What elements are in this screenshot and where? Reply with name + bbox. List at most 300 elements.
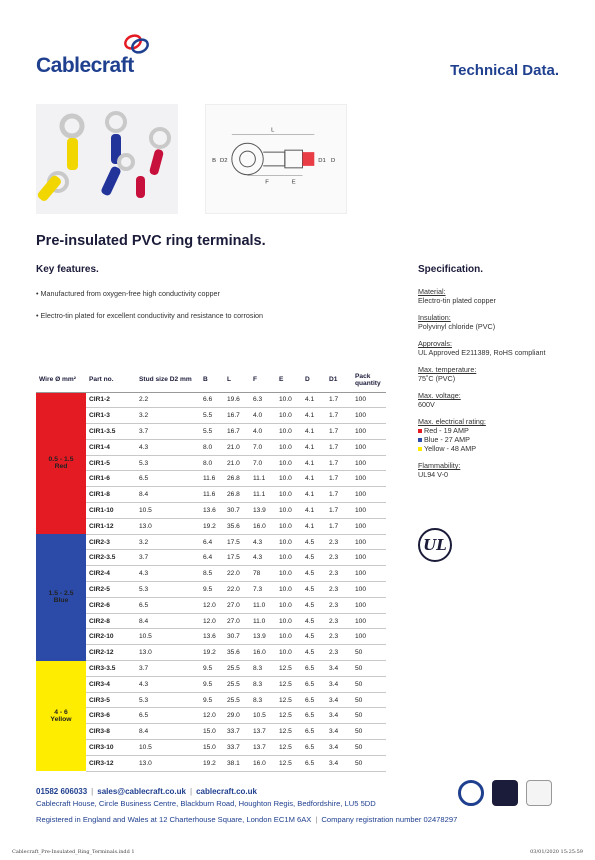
table-row xyxy=(36,582,386,598)
table-cell: 10.0 xyxy=(276,392,302,408)
wire-range-cell xyxy=(36,392,86,534)
table-row xyxy=(36,692,386,708)
table-cell: 9.5 xyxy=(200,676,224,692)
table-cell: 3.4 xyxy=(326,724,352,740)
table-cell: 100 xyxy=(352,629,386,645)
part-number-cell: CIR1-4 xyxy=(86,439,136,455)
key-feature-item: • Electro-tin plated for excellent conductivity and resistance to corrosion xyxy=(36,311,264,320)
technical-drawing xyxy=(205,104,347,214)
drawing-label-d: D xyxy=(330,157,336,164)
cablecraft-logo xyxy=(36,30,156,78)
table-cell: 4.5 xyxy=(302,629,326,645)
table-cell: 27.0 xyxy=(224,597,250,613)
spec-label: Max. temperature: xyxy=(418,365,477,374)
table-cell: 4.3 xyxy=(136,676,200,692)
table-cell: 3.2 xyxy=(136,534,200,550)
table-cell: 13.0 xyxy=(136,518,200,534)
table-cell: 100 xyxy=(352,582,386,598)
wire-range-cell xyxy=(36,534,86,660)
terminals-table xyxy=(36,368,386,772)
spec-approvals xyxy=(418,339,568,357)
table-cell: 10.0 xyxy=(276,471,302,487)
part-number-cell: CIR2-5 xyxy=(86,582,136,598)
spec-value: UL94 V-0 xyxy=(418,470,448,479)
logo-swirl-icon xyxy=(122,32,152,56)
table-cell: 100 xyxy=(352,424,386,440)
spec-max-temperature xyxy=(418,365,568,383)
table-cell: 10.0 xyxy=(276,566,302,582)
spec-label: Max. voltage: xyxy=(418,391,461,400)
table-cell: 8.5 xyxy=(200,566,224,582)
table-cell: 19.2 xyxy=(200,645,224,661)
table-row xyxy=(36,629,386,645)
table-cell: 13.7 xyxy=(250,740,276,756)
table-cell: 6.5 xyxy=(302,661,326,677)
table-cell: 1.7 xyxy=(326,518,352,534)
table-row xyxy=(36,755,386,771)
table-cell: 6.3 xyxy=(250,392,276,408)
print-slug-date: 03/01/2020 15:25:59 xyxy=(530,849,583,855)
table-cell: 6.6 xyxy=(200,392,224,408)
table-cell: 10.0 xyxy=(276,645,302,661)
table-cell: 10.0 xyxy=(276,613,302,629)
table-row xyxy=(36,597,386,613)
certification-badges xyxy=(458,780,558,808)
part-number-cell: CIR3-6 xyxy=(86,708,136,724)
table-cell: 27.0 xyxy=(224,613,250,629)
blue-square-icon xyxy=(418,438,422,442)
table-cell: 1.7 xyxy=(326,503,352,519)
key-features-list xyxy=(36,289,396,333)
table-row xyxy=(36,724,386,740)
table-cell: 1.7 xyxy=(326,439,352,455)
table-cell: 4.1 xyxy=(302,455,326,471)
table-cell: 2.3 xyxy=(326,645,352,661)
part-number-cell: CIR2-10 xyxy=(86,629,136,645)
table-cell: 12.0 xyxy=(200,708,224,724)
table-cell: 6.5 xyxy=(302,755,326,771)
col-header-d: D xyxy=(302,368,326,392)
table-cell: 4.1 xyxy=(302,392,326,408)
table-cell: 2.3 xyxy=(326,534,352,550)
table-cell: 8.0 xyxy=(200,455,224,471)
footer-phone[interactable]: 01582 606033 xyxy=(36,787,88,796)
table-row xyxy=(36,645,386,661)
specification-panel xyxy=(418,264,568,487)
table-cell: 4.5 xyxy=(302,534,326,550)
table-cell: 35.6 xyxy=(224,518,250,534)
table-cell: 29.0 xyxy=(224,708,250,724)
table-row xyxy=(36,471,386,487)
ul-certification-icon: UL xyxy=(418,528,452,562)
table-cell: 22.0 xyxy=(224,582,250,598)
table-cell: 12.5 xyxy=(276,692,302,708)
col-header-stud: Stud size D2 mm xyxy=(136,368,200,392)
table-row xyxy=(36,613,386,629)
drawing-label-l: L xyxy=(271,127,275,134)
spec-label: Max. electrical rating: xyxy=(418,417,486,426)
footer-registered: Registered in England and Wales at 12 Charterhouse Square, London EC1M 6AX xyxy=(36,815,312,824)
table-cell: 4.3 xyxy=(250,550,276,566)
table-cell: 3.4 xyxy=(326,676,352,692)
table-cell: 12.5 xyxy=(276,755,302,771)
table-cell: 12.0 xyxy=(200,613,224,629)
table-cell: 26.8 xyxy=(224,471,250,487)
table-cell: 2.3 xyxy=(326,629,352,645)
table-cell: 2.2 xyxy=(136,392,200,408)
part-number-cell: CIR1-2 xyxy=(86,392,136,408)
col-header-e: E xyxy=(276,368,302,392)
table-row xyxy=(36,708,386,724)
table-cell: 12.5 xyxy=(276,724,302,740)
table-cell: 11.1 xyxy=(250,471,276,487)
rating-text: Yellow - 48 AMP xyxy=(424,444,477,453)
table-cell: 10.0 xyxy=(276,629,302,645)
footer-registration: Registered in England and Wales at 12 Charterhouse Square, London EC1M 6AX | Company registration number 02478297 xyxy=(36,815,458,824)
table-cell: 33.7 xyxy=(224,740,250,756)
table-cell: 6.5 xyxy=(302,692,326,708)
part-number-cell: CIR2-12 xyxy=(86,645,136,661)
spec-label: Flammability: xyxy=(418,461,461,470)
product-photo xyxy=(36,104,178,214)
table-cell: 33.7 xyxy=(224,724,250,740)
table-cell: 6.5 xyxy=(302,676,326,692)
wire-range-cell xyxy=(36,661,86,772)
table-cell: 8.4 xyxy=(136,487,200,503)
table-cell: 26.8 xyxy=(224,487,250,503)
table-cell: 100 xyxy=(352,597,386,613)
table-cell: 3.4 xyxy=(326,692,352,708)
table-cell: 6.4 xyxy=(200,550,224,566)
table-cell: 30.7 xyxy=(224,503,250,519)
table-cell: 3.7 xyxy=(136,661,200,677)
table-cell: 3.2 xyxy=(136,408,200,424)
table-cell: 4.1 xyxy=(302,487,326,503)
spec-insulation xyxy=(418,313,568,331)
table-cell: 50 xyxy=(352,740,386,756)
table-cell: 3.4 xyxy=(326,708,352,724)
table-cell: 4.3 xyxy=(136,566,200,582)
rating-blue xyxy=(418,435,568,444)
table-cell: 19.2 xyxy=(200,755,224,771)
table-row xyxy=(36,661,386,677)
specification-title: Specification. xyxy=(418,264,484,275)
table-cell: 4.5 xyxy=(302,613,326,629)
table-cell: 12.5 xyxy=(276,708,302,724)
table-cell: 2.3 xyxy=(326,597,352,613)
col-header-d1: D1 xyxy=(326,368,352,392)
table-row xyxy=(36,518,386,534)
rating-yellow xyxy=(418,444,568,453)
table-cell: 78 xyxy=(250,566,276,582)
table-cell: 12.5 xyxy=(276,676,302,692)
table-cell: 19.6 xyxy=(224,392,250,408)
table-cell: 21.0 xyxy=(224,455,250,471)
table-cell: 13.7 xyxy=(250,724,276,740)
table-row xyxy=(36,550,386,566)
safe-contractor-badge-icon xyxy=(526,780,552,806)
product-title: Pre-insulated PVC ring terminals. xyxy=(36,233,266,249)
table-cell: 9.5 xyxy=(200,661,224,677)
table-cell: 100 xyxy=(352,518,386,534)
table-cell: 100 xyxy=(352,471,386,487)
table-cell: 17.5 xyxy=(224,534,250,550)
table-cell: 2.3 xyxy=(326,613,352,629)
table-cell: 35.6 xyxy=(224,645,250,661)
table-cell: 5.3 xyxy=(136,692,200,708)
part-number-cell: CIR1-5 xyxy=(86,455,136,471)
table-cell: 19.2 xyxy=(200,518,224,534)
part-number-cell: CIR3-3.5 xyxy=(86,661,136,677)
table-cell: 6.5 xyxy=(136,708,200,724)
footer-address: Cablecraft House, Circle Business Centre, Blackburn Road, Houghton Regis, Bedfordshire, LU5 5DD xyxy=(36,799,376,808)
table-cell: 25.5 xyxy=(224,692,250,708)
drawing-label-b: B xyxy=(212,157,217,164)
spec-value: 600V xyxy=(418,400,435,409)
table-cell: 10.5 xyxy=(136,740,200,756)
table-cell: 1.7 xyxy=(326,392,352,408)
table-row xyxy=(36,408,386,424)
table-cell: 4.5 xyxy=(302,582,326,598)
table-cell: 8.4 xyxy=(136,613,200,629)
table-cell: 6.5 xyxy=(302,740,326,756)
table-cell: 3.4 xyxy=(326,740,352,756)
table-cell: 10.0 xyxy=(276,408,302,424)
table-cell: 50 xyxy=(352,645,386,661)
wire-range: 0.5 - 1.5 xyxy=(48,456,74,464)
table-cell: 10.5 xyxy=(250,708,276,724)
table-cell: 10.0 xyxy=(276,550,302,566)
part-number-cell: CIR2-3 xyxy=(86,534,136,550)
table-cell: 4.1 xyxy=(302,408,326,424)
table-cell: 100 xyxy=(352,455,386,471)
table-cell: 15.0 xyxy=(200,724,224,740)
col-header-f: F xyxy=(250,368,276,392)
part-number-cell: CIR1-12 xyxy=(86,518,136,534)
rating-text: Blue - 27 AMP xyxy=(424,435,470,444)
spec-material xyxy=(418,287,568,305)
wire-color-name: Red xyxy=(54,463,68,471)
red-square-icon xyxy=(418,429,422,433)
table-cell: 4.1 xyxy=(302,518,326,534)
table-row xyxy=(36,676,386,692)
spec-label: Material: xyxy=(418,287,446,296)
table-cell: 17.5 xyxy=(224,550,250,566)
table-cell: 11.6 xyxy=(200,487,224,503)
part-number-cell: CIR3-10 xyxy=(86,740,136,756)
table-cell: 4.1 xyxy=(302,503,326,519)
table-cell: 1.7 xyxy=(326,471,352,487)
table-cell: 50 xyxy=(352,755,386,771)
spec-label: Approvals: xyxy=(418,339,452,348)
table-cell: 100 xyxy=(352,487,386,503)
yellow-square-icon xyxy=(418,447,422,451)
drawing-label-f: F xyxy=(265,179,269,186)
table-cell: 10.0 xyxy=(276,534,302,550)
table-cell: 10.0 xyxy=(276,597,302,613)
part-number-cell: CIR2-3.5 xyxy=(86,550,136,566)
table-cell: 10.0 xyxy=(276,487,302,503)
table-cell: 100 xyxy=(352,439,386,455)
table-cell: 13.0 xyxy=(136,755,200,771)
table-row xyxy=(36,424,386,440)
table-cell: 4.0 xyxy=(250,408,276,424)
table-cell: 1.7 xyxy=(326,455,352,471)
table-cell: 3.4 xyxy=(326,755,352,771)
table-cell: 10.0 xyxy=(276,424,302,440)
table-cell: 50 xyxy=(352,676,386,692)
table-cell: 100 xyxy=(352,566,386,582)
logo-text: Cablecraft xyxy=(36,54,134,77)
col-header-b: B xyxy=(200,368,224,392)
table-cell: 10.0 xyxy=(276,455,302,471)
table-cell: 5.3 xyxy=(136,455,200,471)
spec-max-voltage xyxy=(418,391,568,409)
table-cell: 7.0 xyxy=(250,439,276,455)
part-number-cell: CIR3-4 xyxy=(86,676,136,692)
table-cell: 9.5 xyxy=(200,582,224,598)
table-cell: 8.3 xyxy=(250,692,276,708)
table-row xyxy=(36,455,386,471)
table-cell: 13.0 xyxy=(136,645,200,661)
wire-range: 4 - 6 xyxy=(54,708,68,716)
table-row xyxy=(36,503,386,519)
table-cell: 11.1 xyxy=(250,487,276,503)
table-row xyxy=(36,487,386,503)
footer-website-link[interactable]: cablecraft.co.uk xyxy=(196,787,257,796)
table-cell: 100 xyxy=(352,392,386,408)
table-cell: 9.5 xyxy=(200,692,224,708)
part-number-cell: CIR3-5 xyxy=(86,692,136,708)
spec-flammability xyxy=(418,461,568,479)
spec-max-rating xyxy=(418,417,568,453)
table-row xyxy=(36,439,386,455)
table-cell: 12.5 xyxy=(276,740,302,756)
page-header-title: Technical Data. xyxy=(450,62,559,79)
table-cell: 4.5 xyxy=(302,597,326,613)
table-cell: 6.5 xyxy=(136,597,200,613)
table-cell: 10.0 xyxy=(276,439,302,455)
table-cell: 1.7 xyxy=(326,424,352,440)
table-cell: 4.5 xyxy=(302,645,326,661)
table-cell: 50 xyxy=(352,724,386,740)
spec-value: Polyvinyl chloride (PVC) xyxy=(418,322,496,331)
table-cell: 25.5 xyxy=(224,676,250,692)
part-number-cell: CIR1-3.5 xyxy=(86,424,136,440)
table-cell: 22.0 xyxy=(224,566,250,582)
iso-badge-icon xyxy=(458,780,484,806)
key-feature-item: • Manufactured from oxygen-free high conductivity copper xyxy=(36,289,220,298)
spec-value: Electro-tin plated copper xyxy=(418,296,496,305)
table-cell: 6.5 xyxy=(302,724,326,740)
wire-color-name: Yellow xyxy=(50,715,72,723)
footer-email-link[interactable]: sales@cablecraft.co.uk xyxy=(97,787,186,796)
table-cell: 1.7 xyxy=(326,487,352,503)
table-cell: 6.4 xyxy=(200,534,224,550)
part-number-cell: CIR2-4 xyxy=(86,566,136,582)
table-cell: 30.7 xyxy=(224,629,250,645)
table-cell: 2.3 xyxy=(326,566,352,582)
table-cell: 16.0 xyxy=(250,645,276,661)
rating-text: Red - 19 AMP xyxy=(424,426,469,435)
table-cell: 4.1 xyxy=(302,439,326,455)
table-cell: 8.4 xyxy=(136,724,200,740)
table-cell: 21.0 xyxy=(224,439,250,455)
col-header-part: Part no. xyxy=(86,368,136,392)
table-cell: 7.0 xyxy=(250,455,276,471)
table-cell: 100 xyxy=(352,613,386,629)
table-cell: 12.0 xyxy=(200,597,224,613)
table-cell: 10.0 xyxy=(276,518,302,534)
table-cell: 11.6 xyxy=(200,471,224,487)
table-cell: 38.1 xyxy=(224,755,250,771)
part-number-cell: CIR3-12 xyxy=(86,755,136,771)
footer-contact: 01582 606033 | sales@cablecraft.co.uk | cablecraft.co.uk xyxy=(36,787,257,796)
table-cell: 4.1 xyxy=(302,471,326,487)
table-cell: 50 xyxy=(352,692,386,708)
footer-company-reg: Company registration number 02478297 xyxy=(321,815,458,824)
part-number-cell: CIR2-6 xyxy=(86,597,136,613)
wire-color-name: Blue xyxy=(53,597,69,605)
table-cell: 100 xyxy=(352,408,386,424)
table-cell: 16.0 xyxy=(250,755,276,771)
key-features-title: Key features. xyxy=(36,264,99,275)
table-cell: 100 xyxy=(352,550,386,566)
table-cell: 13.6 xyxy=(200,629,224,645)
table-cell: 4.5 xyxy=(302,566,326,582)
table-cell: 10.0 xyxy=(276,582,302,598)
table-cell: 3.4 xyxy=(326,661,352,677)
table-row xyxy=(36,392,386,408)
table-cell: 16.0 xyxy=(250,518,276,534)
table-cell: 10.5 xyxy=(136,629,200,645)
table-cell: 50 xyxy=(352,708,386,724)
table-cell: 15.0 xyxy=(200,740,224,756)
col-header-l: L xyxy=(224,368,250,392)
table-cell: 8.3 xyxy=(250,676,276,692)
spec-value: UL Approved E211389, RoHS compliant xyxy=(418,348,546,357)
table-cell: 6.5 xyxy=(136,471,200,487)
table-cell: 13.9 xyxy=(250,629,276,645)
table-cell: 25.5 xyxy=(224,661,250,677)
table-cell: 8.3 xyxy=(250,661,276,677)
table-cell: 2.3 xyxy=(326,582,352,598)
spec-label: Insulation: xyxy=(418,313,451,322)
chas-badge-icon xyxy=(492,780,518,806)
ring-terminals-photo xyxy=(36,104,178,214)
part-number-cell: CIR1-3 xyxy=(86,408,136,424)
table-body xyxy=(36,392,386,771)
table-row xyxy=(36,740,386,756)
table-cell: 4.3 xyxy=(136,439,200,455)
table-cell: 4.0 xyxy=(250,424,276,440)
part-number-cell: CIR1-10 xyxy=(86,503,136,519)
table-cell: 5.3 xyxy=(136,582,200,598)
table-cell: 1.7 xyxy=(326,408,352,424)
table-cell: 16.7 xyxy=(224,424,250,440)
rating-red xyxy=(418,426,568,435)
table-cell: 6.5 xyxy=(302,708,326,724)
table-header-row xyxy=(36,368,386,392)
col-header-wire: Wire Ø mm² xyxy=(36,368,86,392)
part-number-cell: CIR1-6 xyxy=(86,471,136,487)
table-cell: 13.9 xyxy=(250,503,276,519)
table-cell: 4.5 xyxy=(302,550,326,566)
drawing-label-e: E xyxy=(291,179,296,186)
drawing-label-d2: D2 xyxy=(220,157,228,164)
table-cell: 5.5 xyxy=(200,408,224,424)
wire-range: 1.5 - 2.5 xyxy=(48,590,74,598)
